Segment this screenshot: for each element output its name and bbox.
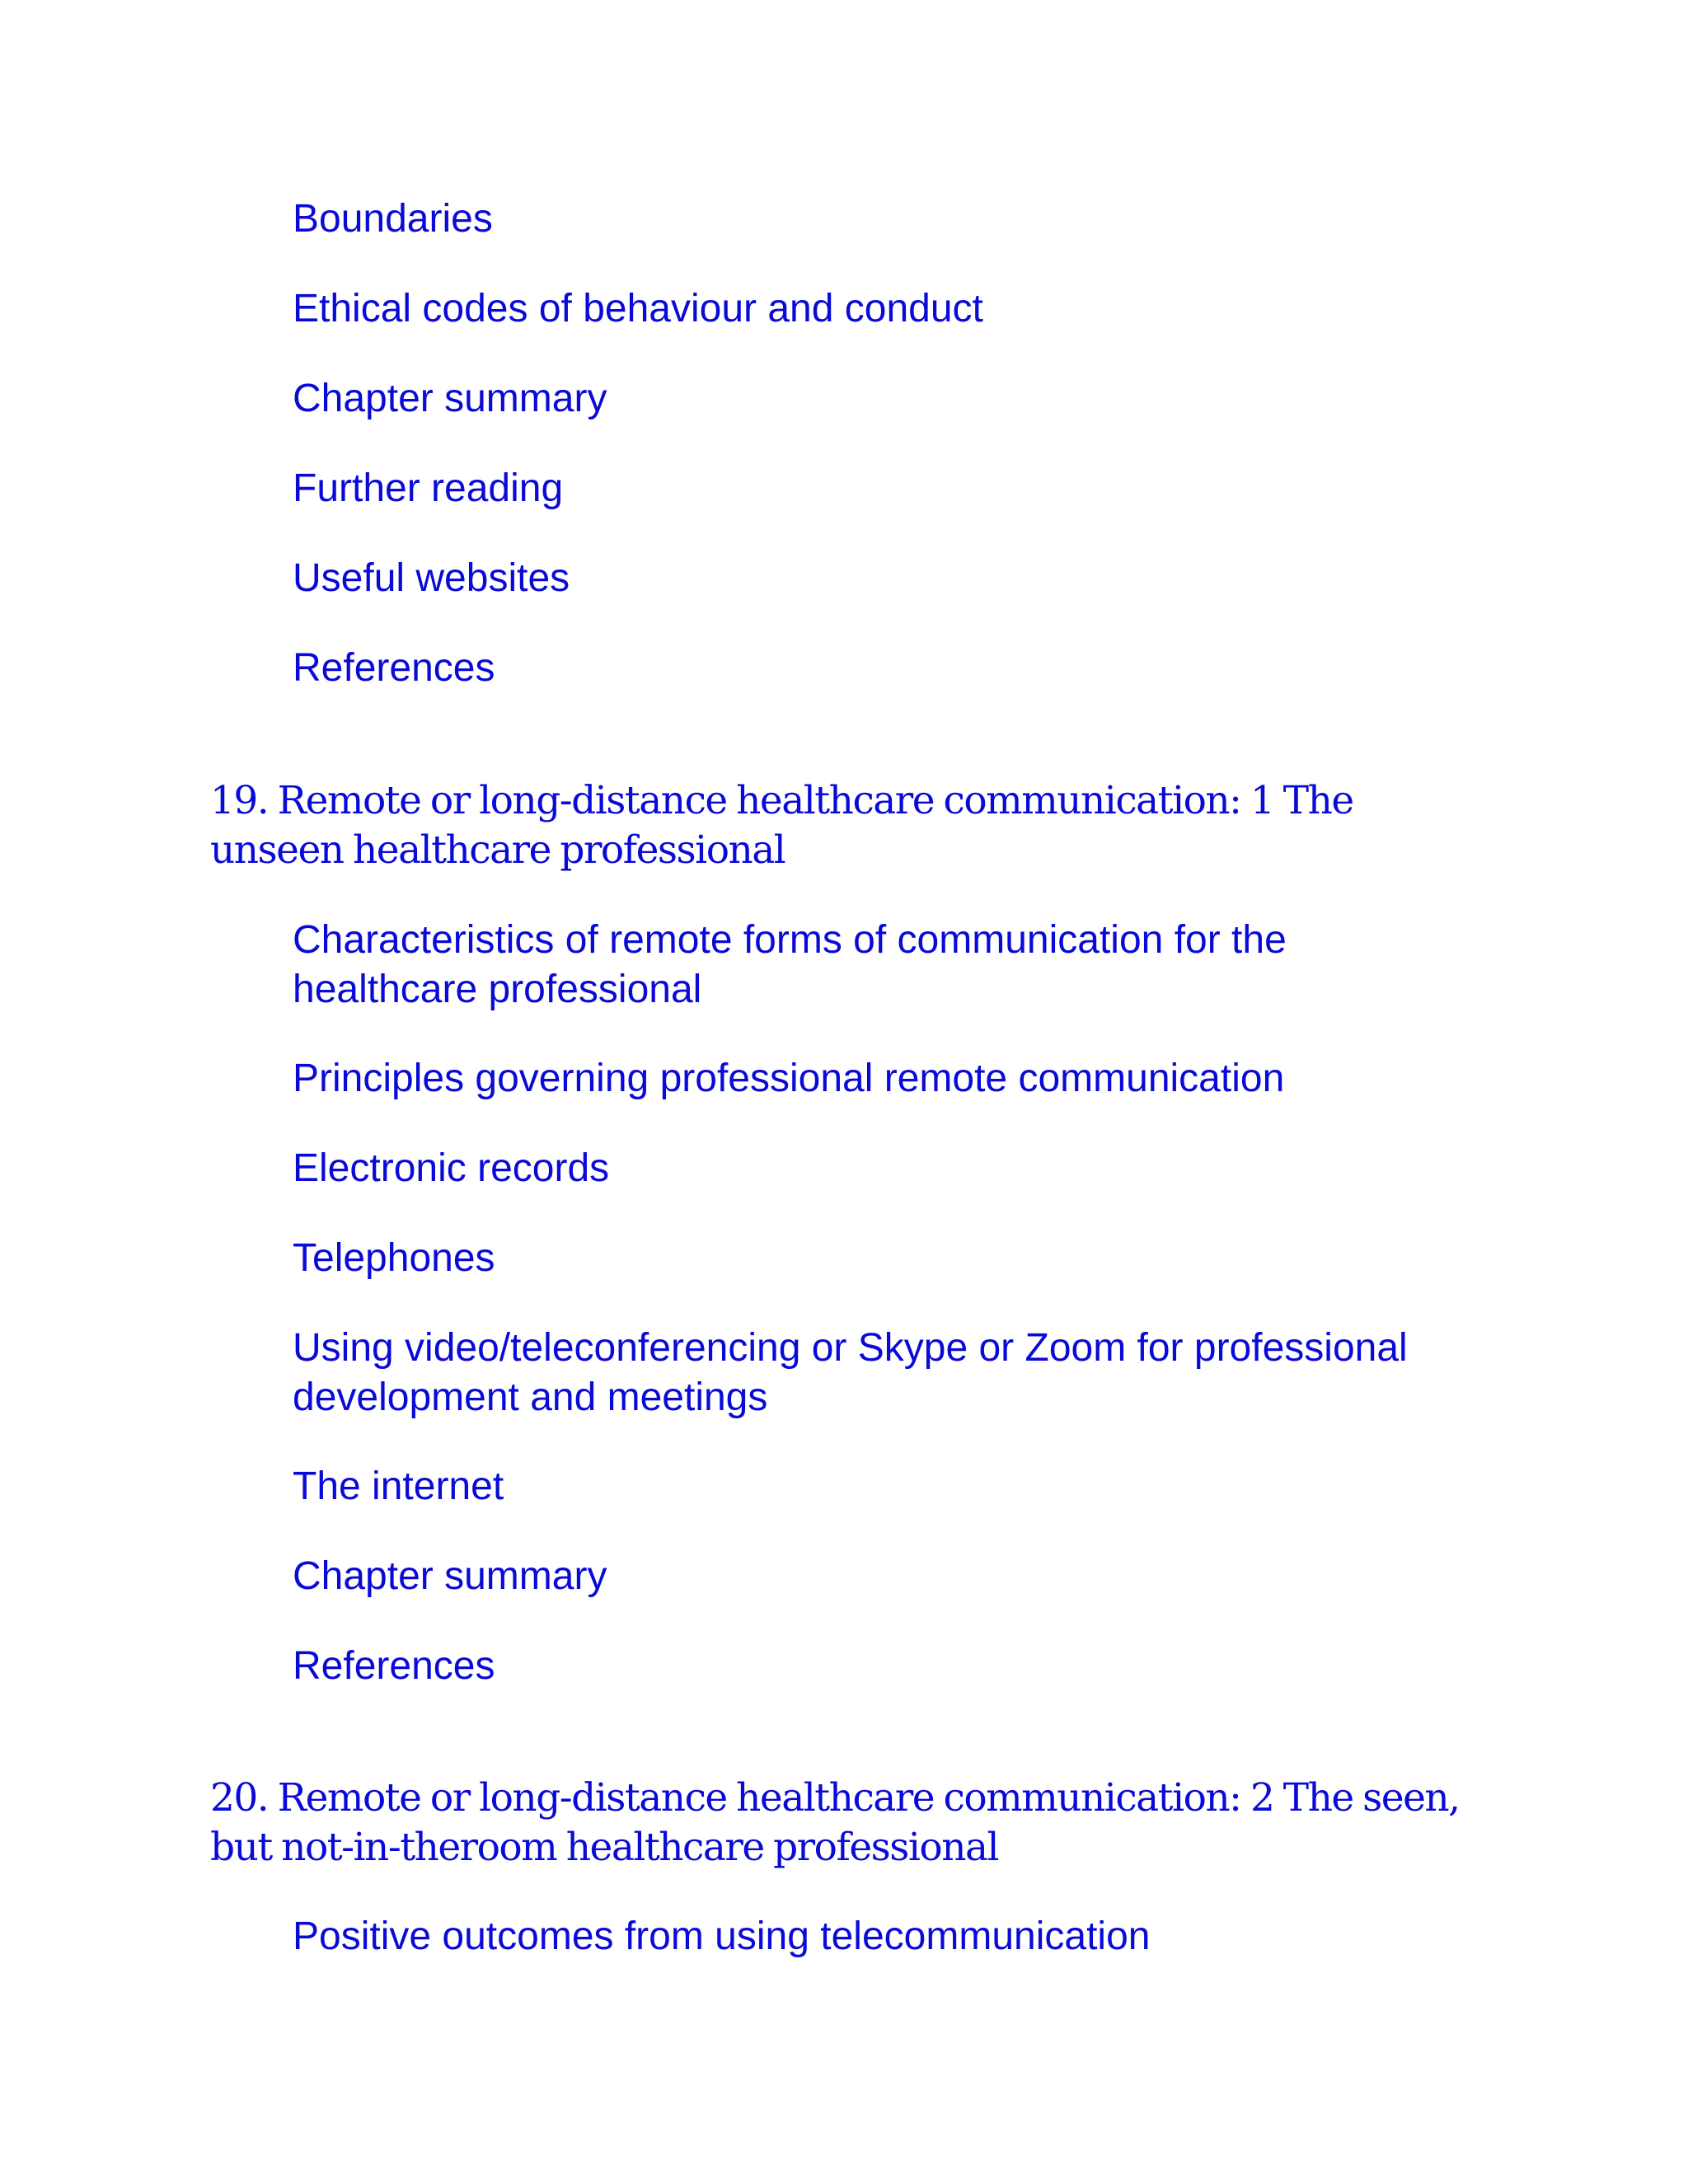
toc-entry-references-19[interactable]: References xyxy=(293,1644,495,1688)
toc-chapter-19-title[interactable]: 19. Remote or long-distance healthcare communication: 1 The unseen healthcare professional xyxy=(210,778,1353,873)
toc-entry-positive-outcomes[interactable]: Positive outcomes from using telecommunication xyxy=(293,1915,1151,1958)
toc-entry-chapter-summary[interactable]: Chapter summary xyxy=(293,377,607,420)
toc-entry-chapter-summary-19[interactable]: Chapter summary xyxy=(293,1554,607,1598)
toc-entry-boundaries[interactable]: Boundaries xyxy=(293,197,493,241)
toc-entry-video-teleconferencing[interactable]: Using video/teleconferencing or Skype or Zoom for professional development and meetings xyxy=(293,1326,1408,1419)
toc-entry-ethical-codes[interactable]: Ethical codes of behaviour and conduct xyxy=(293,287,983,330)
toc-entry-the-internet[interactable]: The internet xyxy=(293,1465,504,1508)
toc-entry-principles-remote[interactable]: Principles governing professional remote communication xyxy=(293,1057,1285,1100)
toc-entry-references[interactable]: References xyxy=(293,646,495,690)
toc-entry-useful-websites[interactable]: Useful websites xyxy=(293,556,570,600)
toc-chapter-20-title[interactable]: 20. Remote or long-distance healthcare communication: 2 The seen, but not-in-theroom healthcare professional xyxy=(210,1775,1460,1870)
toc-entry-further-reading[interactable]: Further reading xyxy=(293,466,564,510)
toc-entry-telephones[interactable]: Telephones xyxy=(293,1236,495,1280)
toc-entry-electronic-records[interactable]: Electronic records xyxy=(293,1146,610,1190)
toc-entry-characteristics-remote[interactable]: Characteristics of remote forms of communication for the healthcare professional xyxy=(293,918,1287,1011)
